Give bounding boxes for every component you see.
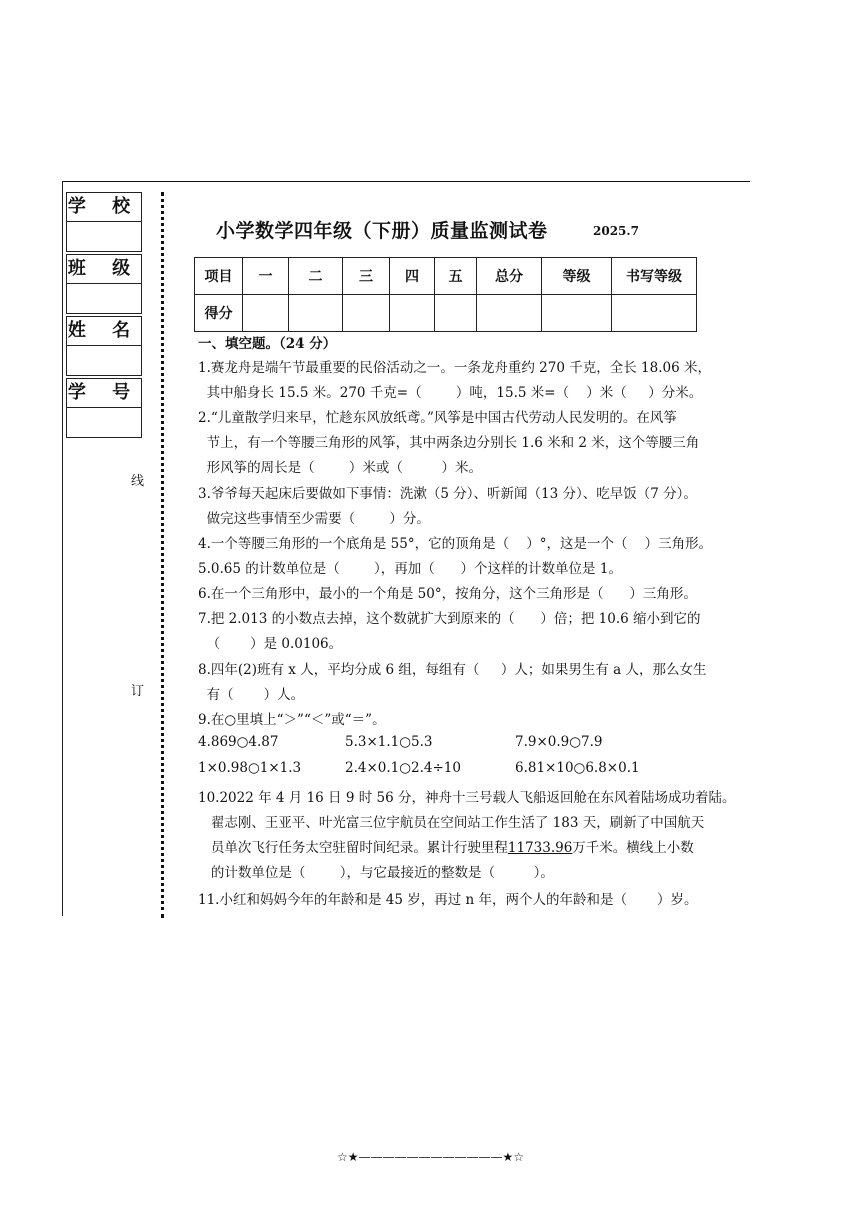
class-label: 班 级 (67, 255, 141, 284)
name-input[interactable] (67, 347, 141, 375)
question-line: 2.“儿童散学归来早，忙趁东风放纸鸢。”风筝是中国古代劳动人民发明的。在风筝 (198, 410, 677, 426)
question-line (198, 836, 694, 861)
binding-mark-ding: 订 (131, 684, 145, 699)
score-header-cell: 一 (243, 258, 289, 295)
question-line: （ ）是 0.0106。 (198, 636, 343, 652)
q10-text: 员单次飞行任务太空驻留时间纪录。累计行驶里程 (198, 840, 508, 856)
school-input[interactable] (67, 223, 141, 251)
score-cell[interactable] (390, 295, 435, 332)
class-field-box (66, 254, 142, 314)
question-line: 形风筝的周长是（ ）米或（ ）米。 (198, 460, 483, 476)
question-line: 其中船身长 15.5 米。270 千克=（ ）吨，15.5 米=（ ）米（ ）分米。 (198, 385, 703, 401)
question-line: 做完这些事情至少需要（ ）分。 (198, 511, 430, 527)
score-cell[interactable] (477, 295, 542, 332)
comparison-item: 2.4×0.1○2.4÷10 (345, 760, 461, 776)
question-line: 11.小红和妈妈今年的年龄和是 45 岁，再过 n 年，两个人的年龄和是（ ）岁。 (198, 892, 698, 908)
score-cell[interactable] (289, 295, 343, 332)
comparison-item: 6.81×10○6.8×0.1 (515, 760, 640, 776)
score-header-cell: 四 (390, 258, 435, 295)
score-cell[interactable] (243, 295, 289, 332)
score-header-cell: 等级 (542, 258, 612, 295)
name-field-box (66, 316, 142, 376)
exam-year: 2025.7 (593, 224, 639, 238)
question-line: 4.一个等腰三角形的一个底角是 55°，它的顶角是（ ）°，这是一个（ ）三角形。 (198, 536, 713, 552)
top-rule (62, 181, 750, 182)
q10-text-after: 万千米。横线上小数 (572, 840, 694, 856)
school-label: 学 校 (67, 193, 141, 222)
question-line: 有（ ）人。 (198, 687, 305, 703)
binding-mark-xian: 线 (131, 474, 145, 489)
score-row-label: 得分 (195, 295, 243, 332)
score-header-cell: 五 (435, 258, 477, 295)
comparison-item: 4.869○4.87 (198, 734, 279, 750)
question-line: 6.在一个三角形中，最小的一个角是 50°，按角分，这个三角形是（ ）三角形。 (198, 586, 697, 602)
comparison-item: 7.9×0.9○7.9 (515, 734, 603, 750)
question-line: 8.四年(2)班有 x 人，平均分成 6 组，每组有（ ）人；如果男生有 a 人，那么女生 (198, 662, 707, 678)
score-table-score-row (195, 295, 697, 332)
footer-ornament: ☆★————————————★☆ (337, 1150, 525, 1164)
score-cell[interactable] (542, 295, 612, 332)
score-cell[interactable] (435, 295, 477, 332)
underlined-number: 11733.96 (507, 840, 573, 856)
question-line: 翟志刚、王亚平、叶光富三位宇航员在空间站工作生活了 183 天，刷新了中国航天 (198, 815, 705, 831)
exam-title: 小学数学四年级（下册）质量监测试卷 (216, 220, 548, 242)
student-id-input[interactable] (67, 409, 141, 437)
score-header-cell: 三 (343, 258, 390, 295)
binding-dotted-line (161, 192, 164, 918)
school-field-box (66, 192, 142, 252)
question-line: 1.赛龙舟是端午节最重要的民俗活动之一。一条龙舟重约 270 千克，全长 18.06 米， (198, 360, 711, 376)
section-heading: 一、填空题。（24 分） (198, 336, 337, 352)
score-table (194, 257, 697, 332)
student-id-label: 学 号 (67, 379, 141, 408)
question-line: 5.0.65 的计数单位是（ ），再加（ ）个这样的计数单位是 1。 (198, 561, 622, 577)
score-header-cell: 二 (289, 258, 343, 295)
score-header-cell: 项目 (195, 258, 243, 295)
comparison-item: 1×0.98○1×1.3 (198, 760, 302, 776)
student-id-field-box (66, 378, 142, 438)
question-line: 的计数单位是（ ），与它最接近的整数是（ ）。 (198, 865, 554, 881)
score-table-header-row (195, 258, 697, 295)
name-label: 姓 名 (67, 317, 141, 346)
class-input[interactable] (67, 285, 141, 313)
score-header-cell: 书写等级 (612, 258, 697, 295)
question-line: 10.2022 年 4 月 16 日 9 时 56 分，神舟十三号载人飞船返回舱在东风着陆场成功着陆。 (198, 790, 736, 806)
comparison-item: 5.3×1.1○5.3 (345, 734, 433, 750)
score-cell[interactable] (343, 295, 390, 332)
left-margin-rule (62, 181, 63, 916)
question-line: 3.爷爷每天起床后要做如下事情：洗漱（5 分）、听新闻（13 分）、吃早饭（7 分）。 (198, 486, 697, 502)
score-cell[interactable] (612, 295, 697, 332)
question-line: 7.把 2.013 的小数点去掉，这个数就扩大到原来的（ ）倍；把 10.6 缩小到它的 (198, 611, 701, 627)
score-header-cell: 总分 (477, 258, 542, 295)
question-line: 9.在○里填上“＞”“＜”或“＝”。 (198, 712, 386, 728)
question-line: 节上，有一个等腰三角形的风筝，其中两条边分别长 1.6 米和 2 米，这个等腰三角 (198, 435, 700, 451)
